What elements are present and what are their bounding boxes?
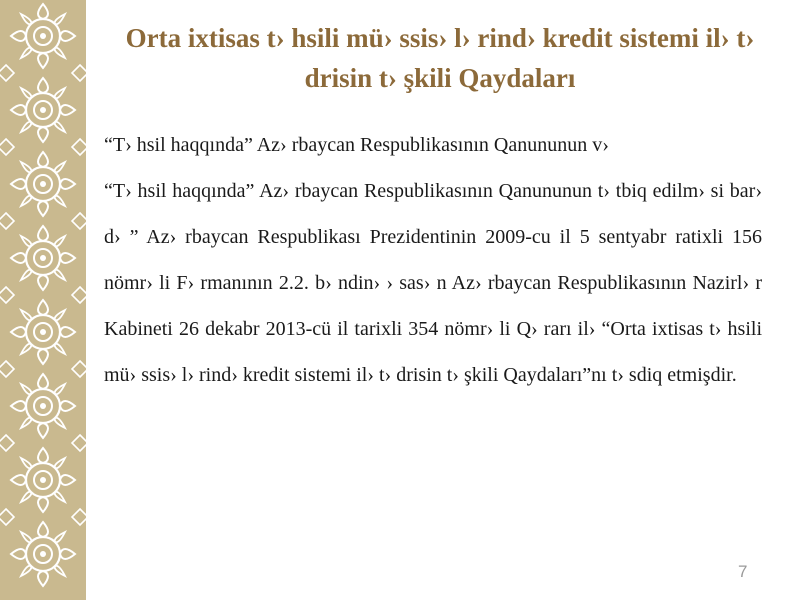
body-first-line: “T› hsil haqqında” Az› rbaycan Respublikasının Qanununun v›	[104, 134, 609, 156]
page-number: 7	[738, 562, 748, 581]
body-paragraph: “T› hsil haqqında” Az› rbaycan Respublikasının Qanununun t› tbiq edilm› si bar› d› ” Az› rbaycan Respublikası Prezidentinin 2009-cu il 5 sentyabr ratixli 156 nömr› li F› rmanının 2.2. b› ndin› › sas› n Az› rbaycan Respublikasının Nazirl› r Kabineti 26 dekabr 2013-cü il tarixli 354 nömr› li Q› rarı il› “Orta ixtisas t› hsili mü› ssis› l› rind› kredit sistemi il› t› drisin t› şkili Qaydaları”nı t› sdiq etmişdir.	[104, 180, 762, 386]
body-text	[104, 122, 762, 398]
slide-title: Orta ixtisas t› hsili mü› ssis› l› rind› kredit sistemi il› t› drisin t› şkili Qaydaları	[125, 23, 755, 93]
ornament-strip	[0, 0, 86, 600]
ornament-pattern-icon	[0, 0, 86, 600]
